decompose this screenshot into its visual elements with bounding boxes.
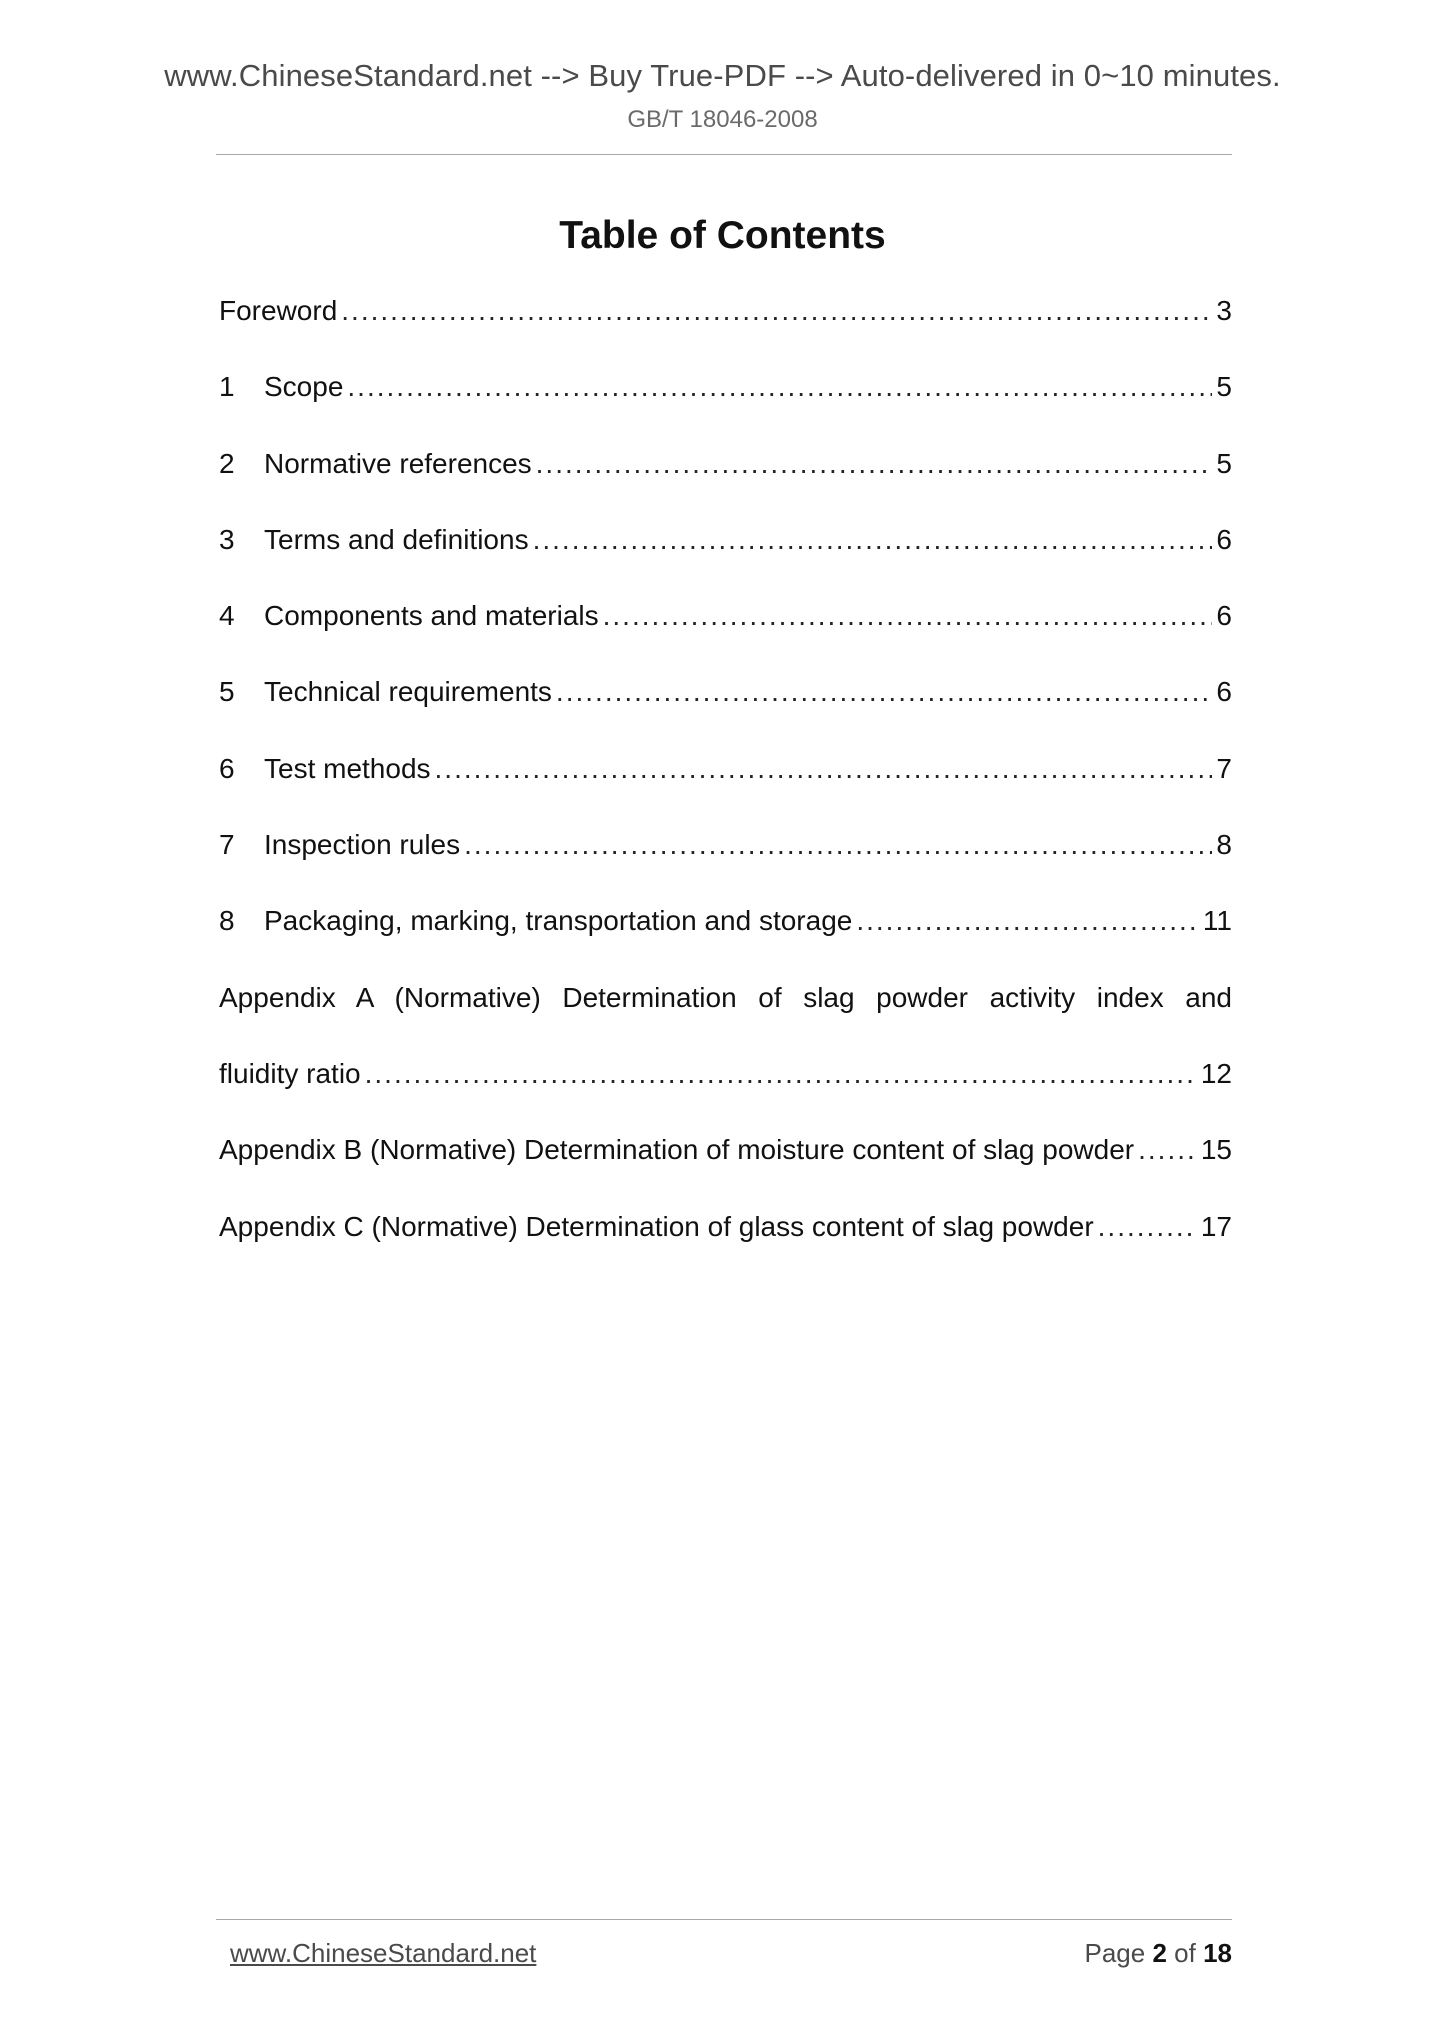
toc-entry-page: 15 (1200, 1134, 1232, 1166)
toc-leader-dots (341, 293, 1212, 329)
toc-leader-dots (347, 369, 1212, 405)
toc-entry-number: 5 (219, 676, 235, 708)
toc-entry-page: 6 (1216, 600, 1232, 632)
toc-entry-number: 8 (219, 905, 235, 937)
toc-entry-title: Components and materials (264, 600, 599, 632)
toc-entry-title: Inspection rules (264, 829, 461, 861)
toc-entry-title: Normative references (264, 447, 532, 479)
total-pages-number: 18 (1203, 1938, 1232, 1968)
toc-leader-dots (464, 827, 1212, 863)
toc-entry-title: Appendix A (Normative) Determination of slag powder activity index and (219, 981, 1232, 1013)
toc-entry-title: Packaging, marking, transportation and storage (264, 905, 853, 937)
footer-divider (216, 1919, 1232, 1920)
toc-entry-title: Foreword (219, 295, 338, 326)
toc-entry-inspection-rules[interactable] (219, 827, 1232, 903)
toc-entry-title: Technical requirements (264, 676, 552, 708)
header-banner[interactable]: www.ChineseStandard.net --> Buy True-PDF --> Auto-delivered in 0~10 minutes. (164, 58, 1281, 93)
toc-entry-terms-and-definitions[interactable] (219, 522, 1232, 598)
toc-entry-technical-requirements[interactable] (219, 674, 1232, 750)
toc-entry-number: 7 (219, 829, 235, 861)
toc-entry-page: 5 (1216, 371, 1232, 403)
toc-entry-scope[interactable] (219, 369, 1232, 445)
toc-entry-appendix-a[interactable] (219, 980, 1232, 1056)
toc-entry-appendix-a-continued[interactable] (219, 1056, 1232, 1132)
toc-entry-title: fluidity ratio (219, 1057, 361, 1089)
toc-entry-page: 5 (1216, 447, 1232, 479)
toc-entry-page: 6 (1216, 523, 1232, 555)
toc-entry-page: 6 (1216, 676, 1232, 708)
page-label: Page (1084, 1938, 1146, 1968)
toc-leader-dots (1138, 1132, 1197, 1168)
toc-entry-page: 3 (1216, 295, 1232, 326)
toc-leader-dots (435, 751, 1213, 787)
toc-leader-dots (365, 1056, 1197, 1092)
toc-entry-number: 1 (219, 371, 235, 403)
toc-entry-page: 7 (1216, 752, 1232, 784)
toc-entry-page: 11 (1202, 905, 1232, 937)
toc-entry-test-methods[interactable] (219, 751, 1232, 827)
toc-entry-components-and-materials[interactable] (219, 598, 1232, 674)
of-label: of (1174, 1938, 1196, 1968)
toc-entry-title: Appendix C (Normative) Determination of glass content of slag powder (219, 1210, 1094, 1242)
header-divider (216, 154, 1232, 155)
toc-entry-normative-references[interactable] (219, 446, 1232, 522)
toc-leader-dots (856, 903, 1199, 939)
current-page-number: 2 (1152, 1938, 1167, 1968)
toc-leader-dots (536, 446, 1213, 482)
toc-entry-page: 17 (1200, 1210, 1232, 1242)
page-indicator (1084, 1938, 1232, 1969)
toc-entry-packaging[interactable] (219, 903, 1232, 979)
toc-entry-number: 4 (219, 600, 235, 632)
toc-entry-page: 8 (1216, 829, 1232, 861)
toc-entry-number: 3 (219, 523, 235, 555)
footer-website-link[interactable]: www.ChineseStandard.net (230, 1938, 537, 1968)
toc-leader-dots (533, 522, 1213, 558)
toc-leader-dots (556, 674, 1213, 710)
toc-entry-page: 12 (1200, 1057, 1232, 1089)
toc-entry-appendix-b[interactable] (219, 1132, 1232, 1208)
toc-entry-number: 2 (219, 447, 235, 479)
toc-entry-foreword[interactable] (219, 293, 1232, 369)
toc-entry-title: Terms and definitions (264, 523, 529, 555)
toc-entry-number: 6 (219, 752, 235, 784)
table-of-contents (219, 293, 1232, 1285)
toc-entry-title: Test methods (264, 752, 431, 784)
toc-leader-dots (603, 598, 1213, 634)
toc-leader-dots (1098, 1209, 1197, 1245)
page-title: Table of Contents (559, 214, 886, 257)
toc-entry-title: Appendix B (Normative) Determination of moisture content of slag powder (219, 1134, 1135, 1166)
toc-entry-title: Scope (264, 371, 344, 403)
toc-entry-appendix-c[interactable] (219, 1209, 1232, 1285)
standard-code: GB/T 18046-2008 (627, 106, 818, 133)
